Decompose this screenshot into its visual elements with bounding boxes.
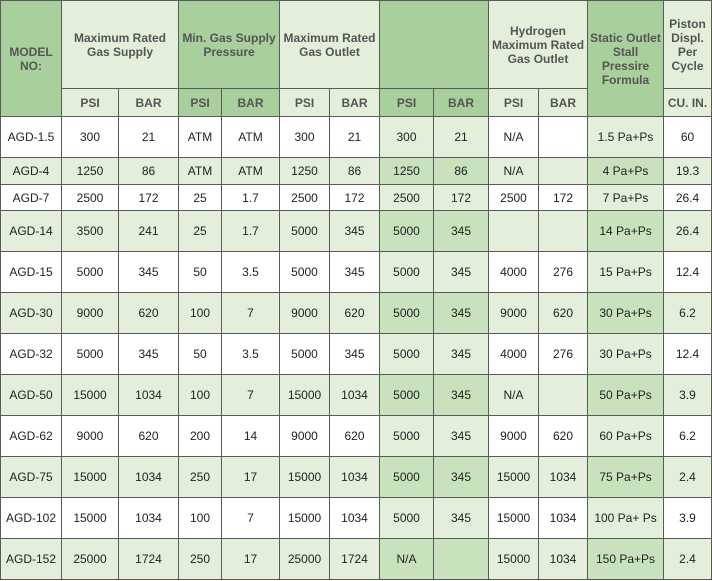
table-cell: 250: [179, 457, 222, 498]
table-cell: 1034: [119, 498, 179, 539]
table-cell: 5000: [380, 416, 434, 457]
table-cell: 100: [179, 293, 222, 334]
table-cell: 3.5: [222, 334, 280, 375]
table-cell: 1034: [330, 375, 380, 416]
cell-piston: 3.9: [664, 498, 712, 539]
cell-stall: 150 Pa+Ps: [588, 539, 664, 580]
table-cell: 9000: [489, 416, 539, 457]
table-cell: 15000: [280, 457, 330, 498]
unit-header: BAR: [222, 89, 280, 117]
table-cell: N/A: [489, 375, 539, 416]
cell-stall: 75 Pa+Ps: [588, 457, 664, 498]
table-cell: 620: [539, 416, 588, 457]
table-cell: 2500: [489, 185, 539, 211]
table-cell: 25000: [280, 539, 330, 580]
table-cell: 5000: [380, 498, 434, 539]
table-cell: 172: [434, 185, 489, 211]
table-cell: 620: [119, 293, 179, 334]
table-cell: ATM: [222, 117, 280, 158]
table-cell: 21: [434, 117, 489, 158]
cell-piston: 19.3: [664, 158, 712, 185]
table-cell: 5000: [280, 252, 330, 293]
table-cell: 3500: [62, 211, 119, 252]
table-cell: 1034: [330, 498, 380, 539]
table-cell: 17: [222, 457, 280, 498]
cell-piston: 6.2: [664, 293, 712, 334]
table-row: [1, 211, 712, 252]
table-cell: 86: [434, 158, 489, 185]
table-cell: 100: [179, 498, 222, 539]
table-cell: 345: [434, 375, 489, 416]
cell-stall: 4 Pa+Ps: [588, 158, 664, 185]
table-cell: 300: [380, 117, 434, 158]
table-cell: [539, 117, 588, 158]
table-cell: 620: [330, 416, 380, 457]
unit-header: PSI: [380, 89, 434, 117]
table-cell: 100: [179, 375, 222, 416]
table-cell: 7: [222, 375, 280, 416]
cell-model: AGD-62: [1, 416, 62, 457]
table-cell: 1034: [539, 539, 588, 580]
table-cell: 50: [179, 334, 222, 375]
table-cell: 300: [62, 117, 119, 158]
table-cell: 5000: [380, 211, 434, 252]
table-cell: 620: [539, 293, 588, 334]
table-cell: 1724: [119, 539, 179, 580]
table-cell: 2500: [380, 185, 434, 211]
cell-stall: 100 Pa+ Ps: [588, 498, 664, 539]
table-cell: ATM: [179, 158, 222, 185]
table-cell: 620: [330, 293, 380, 334]
table-cell: 21: [119, 117, 179, 158]
table-cell: 15000: [62, 498, 119, 539]
table-cell: N/A: [489, 117, 539, 158]
table-cell: 4000: [489, 252, 539, 293]
table-row: [1, 375, 712, 416]
table-cell: 1034: [330, 457, 380, 498]
table-cell: [539, 158, 588, 185]
header-hydrogen: Hydrogen Maximum Rated Gas Outlet: [489, 1, 588, 89]
table-cell: 5000: [62, 334, 119, 375]
table-cell: 345: [434, 252, 489, 293]
table-cell: 1034: [539, 498, 588, 539]
cell-stall: 50 Pa+Ps: [588, 375, 664, 416]
table-cell: 15000: [489, 539, 539, 580]
cell-model: AGD-14: [1, 211, 62, 252]
table-row: [1, 293, 712, 334]
cell-piston: 3.9: [664, 375, 712, 416]
table-row: [1, 117, 712, 158]
table-cell: 345: [330, 211, 380, 252]
table-cell: 5000: [380, 293, 434, 334]
cell-stall: 30 Pa+Ps: [588, 334, 664, 375]
table-cell: 172: [539, 185, 588, 211]
table-cell: 241: [119, 211, 179, 252]
table-cell: 1250: [280, 158, 330, 185]
cell-piston: 26.4: [664, 211, 712, 252]
table-cell: 21: [330, 117, 380, 158]
unit-header: CU. IN.: [664, 89, 712, 117]
unit-header: PSI: [179, 89, 222, 117]
table-cell: 1724: [330, 539, 380, 580]
table-cell: 345: [330, 252, 380, 293]
table-row: [1, 158, 712, 185]
cell-stall: 60 Pa+Ps: [588, 416, 664, 457]
table-cell: 172: [119, 185, 179, 211]
table-cell: 5000: [280, 334, 330, 375]
header-min-pressure: Min. Gas Supply Pressure: [179, 1, 280, 89]
table-cell: 345: [119, 252, 179, 293]
table-cell: 620: [119, 416, 179, 457]
table-cell: 86: [119, 158, 179, 185]
header-model: MODEL NO:: [1, 1, 62, 117]
table-cell: 7: [222, 498, 280, 539]
table-cell: N/A: [380, 539, 434, 580]
table-cell: 345: [434, 293, 489, 334]
table-cell: 345: [434, 498, 489, 539]
table-row: [1, 334, 712, 375]
cell-piston: 2.4: [664, 457, 712, 498]
cell-piston: 2.4: [664, 539, 712, 580]
table-cell: 1034: [539, 457, 588, 498]
cell-piston: 12.4: [664, 334, 712, 375]
table-cell: 1034: [119, 375, 179, 416]
table-cell: 276: [539, 334, 588, 375]
cell-piston: 60: [664, 117, 712, 158]
table-cell: 345: [434, 457, 489, 498]
table-cell: 9000: [489, 293, 539, 334]
table-cell: [539, 375, 588, 416]
table-cell: 15000: [62, 375, 119, 416]
table-cell: 86: [330, 158, 380, 185]
header-max-outlet: Maximum Rated Gas Outlet: [280, 1, 380, 89]
table-row: [1, 416, 712, 457]
table-cell: [539, 211, 588, 252]
header-blank: [380, 1, 489, 89]
table-row: [1, 457, 712, 498]
table-cell: [489, 211, 539, 252]
table-cell: 1250: [62, 158, 119, 185]
table-cell: 15000: [489, 457, 539, 498]
table-cell: 1250: [380, 158, 434, 185]
table-cell: 200: [179, 416, 222, 457]
table-row: [1, 252, 712, 293]
unit-header: BAR: [539, 89, 588, 117]
table-cell: 1.7: [222, 185, 280, 211]
table-cell: 345: [434, 211, 489, 252]
table-cell: 9000: [280, 416, 330, 457]
table-cell: 5000: [280, 211, 330, 252]
table-cell: 5000: [380, 375, 434, 416]
unit-header: BAR: [119, 89, 179, 117]
table-row: [1, 498, 712, 539]
table-cell: 25000: [62, 539, 119, 580]
table-cell: 17: [222, 539, 280, 580]
cell-model: AGD-7: [1, 185, 62, 211]
table-cell: ATM: [179, 117, 222, 158]
cell-piston: 12.4: [664, 252, 712, 293]
cell-model: AGD-15: [1, 252, 62, 293]
cell-model: AGD-1.5: [1, 117, 62, 158]
header-stall: Static Outlet Stall Pressire Formula: [588, 1, 664, 117]
header-piston: Piston Displ. Per Cycle: [664, 1, 712, 89]
table-cell: 5000: [380, 252, 434, 293]
table-cell: 276: [539, 252, 588, 293]
table-row: [1, 539, 712, 580]
table-cell: 4000: [489, 334, 539, 375]
table-cell: 345: [434, 416, 489, 457]
table-cell: 2500: [280, 185, 330, 211]
cell-stall: 14 Pa+Ps: [588, 211, 664, 252]
table-cell: 172: [330, 185, 380, 211]
cell-stall: 1.5 Pa+Ps: [588, 117, 664, 158]
unit-header: BAR: [330, 89, 380, 117]
cell-model: AGD-32: [1, 334, 62, 375]
cell-stall: 15 Pa+Ps: [588, 252, 664, 293]
cell-model: AGD-75: [1, 457, 62, 498]
table-cell: 15000: [280, 498, 330, 539]
table-cell: 9000: [280, 293, 330, 334]
unit-header: PSI: [62, 89, 119, 117]
cell-piston: 6.2: [664, 416, 712, 457]
table-cell: N/A: [489, 158, 539, 185]
table-cell: ATM: [222, 158, 280, 185]
table-cell: 15000: [489, 498, 539, 539]
cell-stall: 7 Pa+Ps: [588, 185, 664, 211]
cell-stall: 30 Pa+Ps: [588, 293, 664, 334]
cell-model: AGD-30: [1, 293, 62, 334]
cell-model: AGD-152: [1, 539, 62, 580]
table-cell: 1034: [119, 457, 179, 498]
unit-header: PSI: [280, 89, 330, 117]
table-cell: 250: [179, 539, 222, 580]
table-cell: 345: [119, 334, 179, 375]
table-cell: 1.7: [222, 211, 280, 252]
table-cell: 5000: [62, 252, 119, 293]
table-cell: 2500: [62, 185, 119, 211]
table-cell: 5000: [380, 457, 434, 498]
unit-header: PSI: [489, 89, 539, 117]
table-cell: 5000: [380, 334, 434, 375]
table-cell: [434, 539, 489, 580]
header-max-supply: Maximum Rated Gas Supply: [62, 1, 179, 89]
unit-header: BAR: [434, 89, 489, 117]
table-cell: 9000: [62, 293, 119, 334]
table-cell: 3.5: [222, 252, 280, 293]
table-cell: 14: [222, 416, 280, 457]
table-cell: 50: [179, 252, 222, 293]
table-cell: 345: [330, 334, 380, 375]
cell-model: AGD-4: [1, 158, 62, 185]
cell-model: AGD-50: [1, 375, 62, 416]
table-cell: 15000: [280, 375, 330, 416]
table-cell: 25: [179, 185, 222, 211]
table-cell: 7: [222, 293, 280, 334]
table-cell: 9000: [62, 416, 119, 457]
table-cell: 15000: [62, 457, 119, 498]
cell-piston: 26.4: [664, 185, 712, 211]
table-cell: 25: [179, 211, 222, 252]
table-cell: 300: [280, 117, 330, 158]
cell-model: AGD-102: [1, 498, 62, 539]
table-row: [1, 185, 712, 211]
table-cell: 345: [434, 334, 489, 375]
